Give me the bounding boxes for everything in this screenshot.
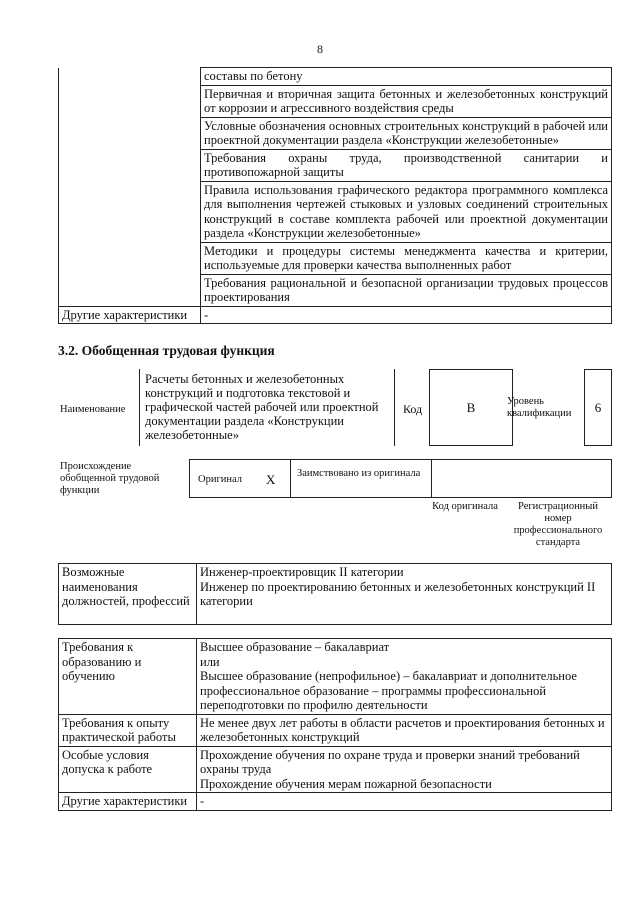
- other-value: -: [201, 306, 612, 324]
- table-row: [59, 306, 612, 324]
- empty-label-cell: [59, 68, 201, 307]
- requirement-line: Прохождение обучения по охране труда и проверки знаний требований охраны труда: [200, 747, 580, 776]
- name-label: Наименование: [60, 404, 126, 415]
- positions-label: Возможные наименования должностей, профессий: [59, 564, 197, 625]
- code-original-caption: Код оригинала: [432, 501, 498, 512]
- requirement-line: Прохождение обучения мерам пожарной безопасности: [200, 776, 492, 791]
- requirement-line: или: [200, 654, 220, 669]
- knowledge-item: Первичная и вторичная защита бетонных и железобетонных конструкций от коррозии и агрессивного воздействия среды: [201, 85, 612, 117]
- origin-grid: [189, 459, 612, 498]
- original-label: Оригинал: [198, 474, 242, 485]
- page-number: 8: [317, 42, 323, 56]
- section-heading: 3.2. Обобщенная трудовая функция: [58, 343, 275, 358]
- positions-values: [197, 564, 612, 625]
- other-characteristics-values: [197, 793, 612, 811]
- table-row: [59, 564, 612, 625]
- table-row: [59, 746, 612, 793]
- reg-number-caption: Регистрационный номер профессионального стандарта: [513, 501, 603, 548]
- requirement-line: -: [200, 794, 205, 808]
- knowledge-item: Требования охраны труда, производственной санитарии и противопожарной защиты: [201, 149, 612, 181]
- table-row: [59, 793, 612, 811]
- positions-table: [58, 563, 612, 625]
- requirement-line: Высшее образование (непрофильное) – бакалавриат и дополнительное профессиональное образование – программы профессиональной переподготовки по профилю деятельности: [200, 669, 577, 712]
- requirement-line: Высшее образование – бакалавриат: [200, 640, 390, 654]
- position-title: Инженер-проектировщик II категории: [200, 565, 404, 579]
- education-label: Требования к образованию и обучению: [59, 639, 197, 715]
- experience-label: Требования к опыту практической работы: [59, 714, 197, 746]
- original-mark: X: [266, 472, 276, 487]
- knowledge-item: Требования рациональной и безопасной организации трудовых процессов проектирования: [201, 274, 612, 306]
- table-row: [59, 714, 612, 746]
- knowledge-item: Методики и процедуры системы менеджмента качества и критерии, используемые для проверки качества выполненных работ: [201, 242, 612, 274]
- special-conditions-values: [197, 746, 612, 793]
- knowledge-item: Условные обозначения основных строительных конструкций в рабочей или проектной документации раздела «Конструкции железобетонные»: [201, 117, 612, 149]
- knowledge-item: составы по бетону: [201, 68, 612, 86]
- origin-label: Происхождение обобщенной трудовой функции: [60, 461, 160, 496]
- knowledge-item: Правила использования графического редактора программного комплекса для выполнения чертежей стыковых и узловых соединений строительных конструкций в составе комплекта рабочей или проектной документации раздела «Конструкции железобетонные»: [201, 181, 612, 242]
- level-label: Уровень квалификации: [507, 396, 572, 419]
- position-title: Инженер по проектированию бетонных и железобетонных конструкций II категории: [200, 579, 596, 608]
- code-value: B: [429, 369, 513, 446]
- code-original-cell: [431, 460, 500, 497]
- special-conditions-label: Особые условия допуска к работе: [59, 746, 197, 793]
- requirement-line: Не менее двух лет работы в области расчетов и проектирования бетонных и железобетонных конструкций: [200, 715, 605, 744]
- level-value: 6: [584, 369, 612, 446]
- code-label: Код: [403, 402, 423, 416]
- other-characteristics-label: Другие характеристики: [59, 793, 197, 811]
- other-label: Другие характеристики: [59, 306, 201, 324]
- table-row: [59, 639, 612, 715]
- requirements-table: [58, 638, 612, 811]
- experience-values: [197, 714, 612, 746]
- knowledge-table: [58, 67, 612, 324]
- table-row: [59, 68, 612, 86]
- borrowed-label: Заимствовано из оригинала: [290, 460, 430, 497]
- function-name-value: Расчеты бетонных и железобетонных конструкций и подготовка текстовой и графической частей рабочей или проектной документации раздела «Конструкции железобетонные»: [139, 369, 395, 446]
- education-values: [197, 639, 612, 715]
